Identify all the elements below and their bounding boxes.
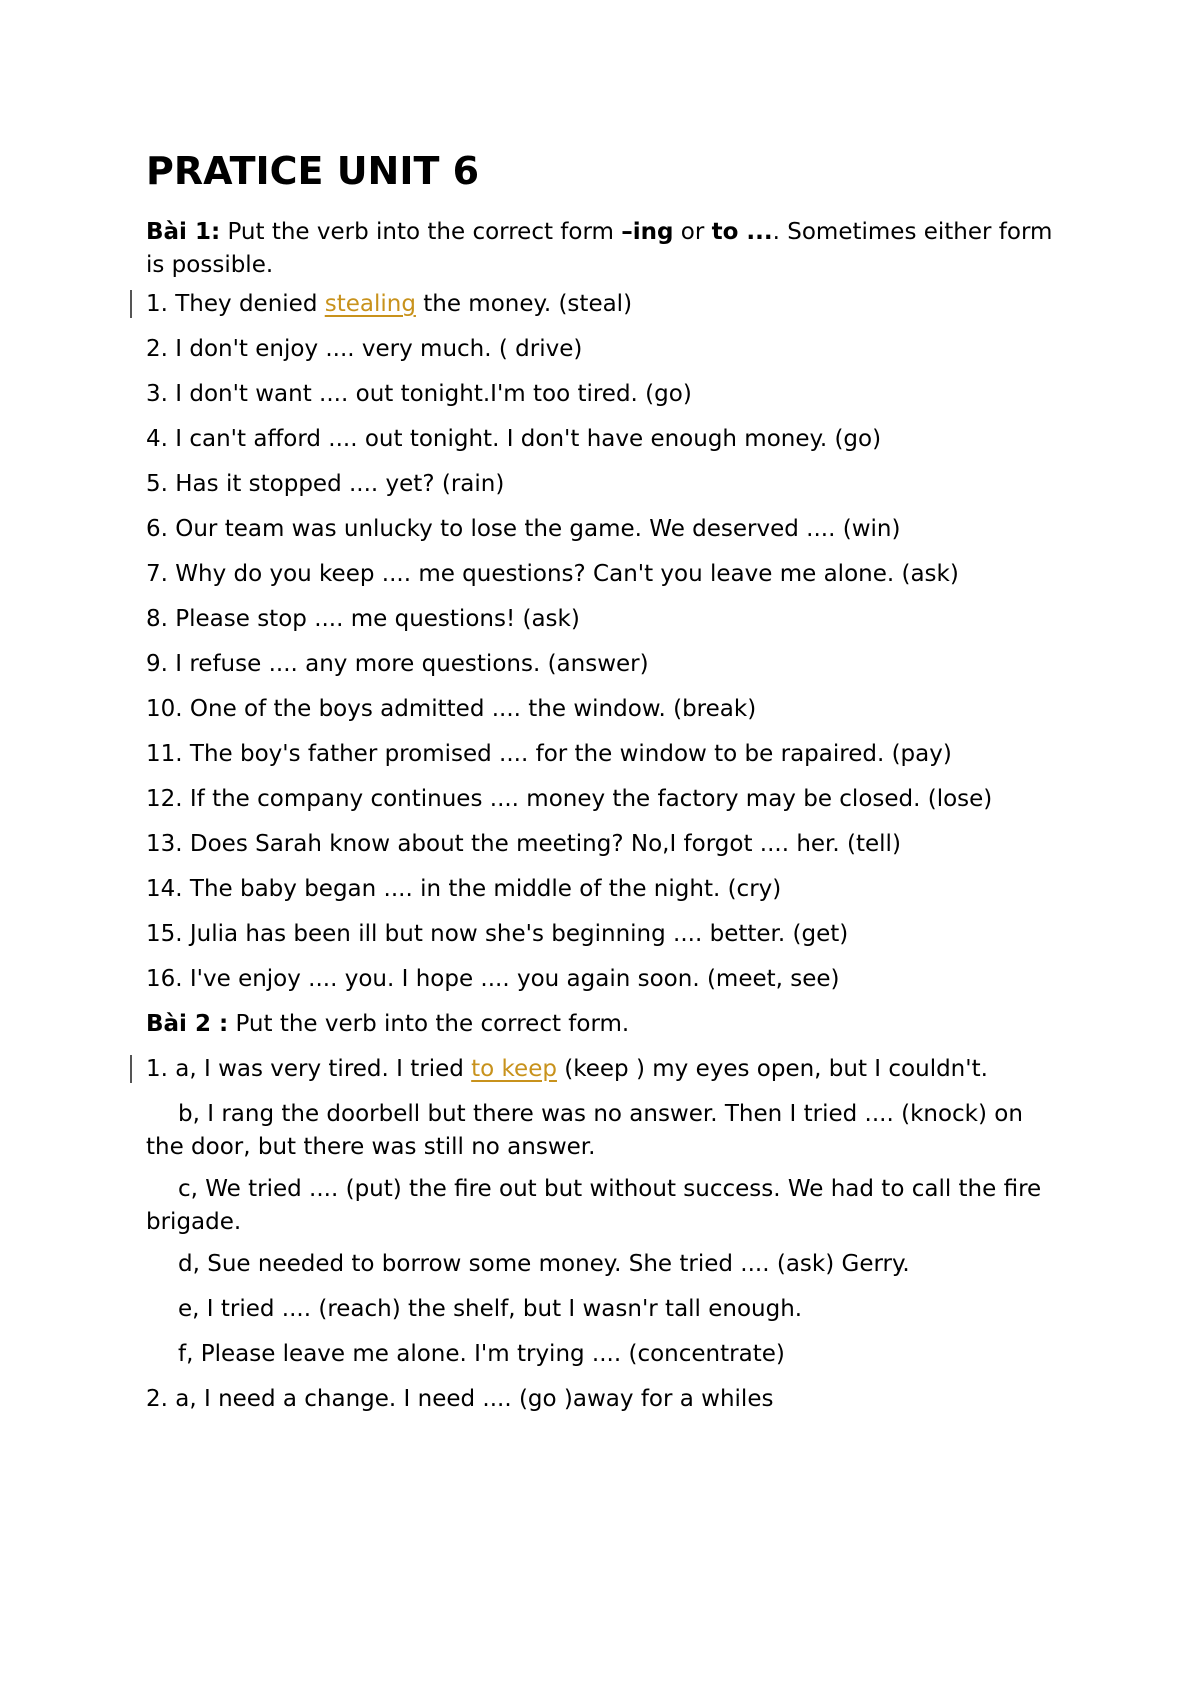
exercise-1-instruction-text: Put the verb into the correct form: [220, 219, 622, 245]
exercise-1-item: 3. I don't want .... out tonight.I'm too tired. (go): [146, 381, 692, 407]
item-text: the money. (steal): [415, 291, 633, 317]
exercise-1-item: 15. Julia has been ill but now she's beginning .... better. (get): [146, 921, 849, 947]
exercise-1-item: 6. Our team was unlucky to lose the game. We deserved .... (win): [146, 516, 901, 542]
filled-answer: to keep: [471, 1056, 557, 1082]
exercise-1-item: 11. The boy's father promised .... for the window to be rapaired. (pay): [146, 741, 952, 767]
exercise-2-item: c, We tried .... (put) the fire out but without success. We had to call the fire brigade.: [146, 1176, 1042, 1235]
exercise-2-item: e, I tried .... (reach) the shelf, but I wasn'r tall enough.: [178, 1296, 803, 1322]
exercise-1-item: 16. I've enjoy .... you. I hope .... you again soon. (meet, see): [146, 966, 840, 992]
item-text: 1. They denied: [146, 291, 325, 317]
exercise-2-heading: Bài 2 :: [146, 1011, 229, 1037]
exercise-1-item: 5. Has it stopped .... yet? (rain): [146, 471, 505, 497]
to-form-label: to ...: [711, 219, 773, 245]
or-text: or: [673, 219, 712, 245]
exercise-1-item: 9. I refuse .... any more questions. (answer): [146, 651, 649, 677]
exercise-1-item: 7. Why do you keep .... me questions? Can't you leave me alone. (ask): [146, 561, 959, 587]
exercise-1-item: 2. I don't enjoy .... very much. ( drive): [146, 336, 583, 362]
exercise-1-item: 12. If the company continues .... money the factory may be closed. (lose): [146, 786, 993, 812]
exercise-2-item: b, I rang the doorbell but there was no answer. Then I tried .... (knock) on the door, but there was still no answer.: [146, 1101, 1023, 1160]
exercise-1-item: 14. The baby began .... in the middle of the night. (cry): [146, 876, 782, 902]
change-bar: [130, 1055, 132, 1083]
exercise-1-item: 10. One of the boys admitted .... the window. (break): [146, 696, 757, 722]
change-bar: [130, 290, 132, 318]
exercise-2-item: [146, 1053, 988, 1086]
exercise-1-item: 13. Does Sarah know about the meeting? No,I forgot .... her. (tell): [146, 831, 901, 857]
ing-form-label: –ing: [621, 219, 674, 245]
filled-answer: stealing: [324, 291, 416, 317]
exercise-1-instruction-tail: . Sometimes either form is possible.: [146, 219, 1053, 278]
exercise-1-item: 8. Please stop .... me questions! (ask): [146, 606, 580, 632]
document-title: PRATICE UNIT 6: [146, 149, 480, 193]
exercise-2-item: d, Sue needed to borrow some money. She tried .... (ask) Gerry.: [178, 1251, 910, 1277]
exercise-1-instruction: [146, 216, 1066, 282]
item-text: (keep ) my eyes open, but I couldn't.: [556, 1056, 988, 1082]
exercise-2-item: 2. a, I need a change. I need .... (go )away for a whiles: [146, 1386, 774, 1412]
exercise-2-instruction-text: Put the verb into the correct form.: [228, 1011, 630, 1037]
exercise-2-item: f, Please leave me alone. I'm trying .... (concentrate): [178, 1341, 785, 1367]
exercise-1-item: 4. I can't afford .... out tonight. I don't have enough money. (go): [146, 426, 882, 452]
item-text: 1. a, I was very tired. I tried: [146, 1056, 472, 1082]
exercise-1-heading: Bài 1:: [146, 219, 221, 245]
exercise-2-instruction: [146, 1008, 629, 1041]
exercise-1-item: [146, 288, 632, 321]
